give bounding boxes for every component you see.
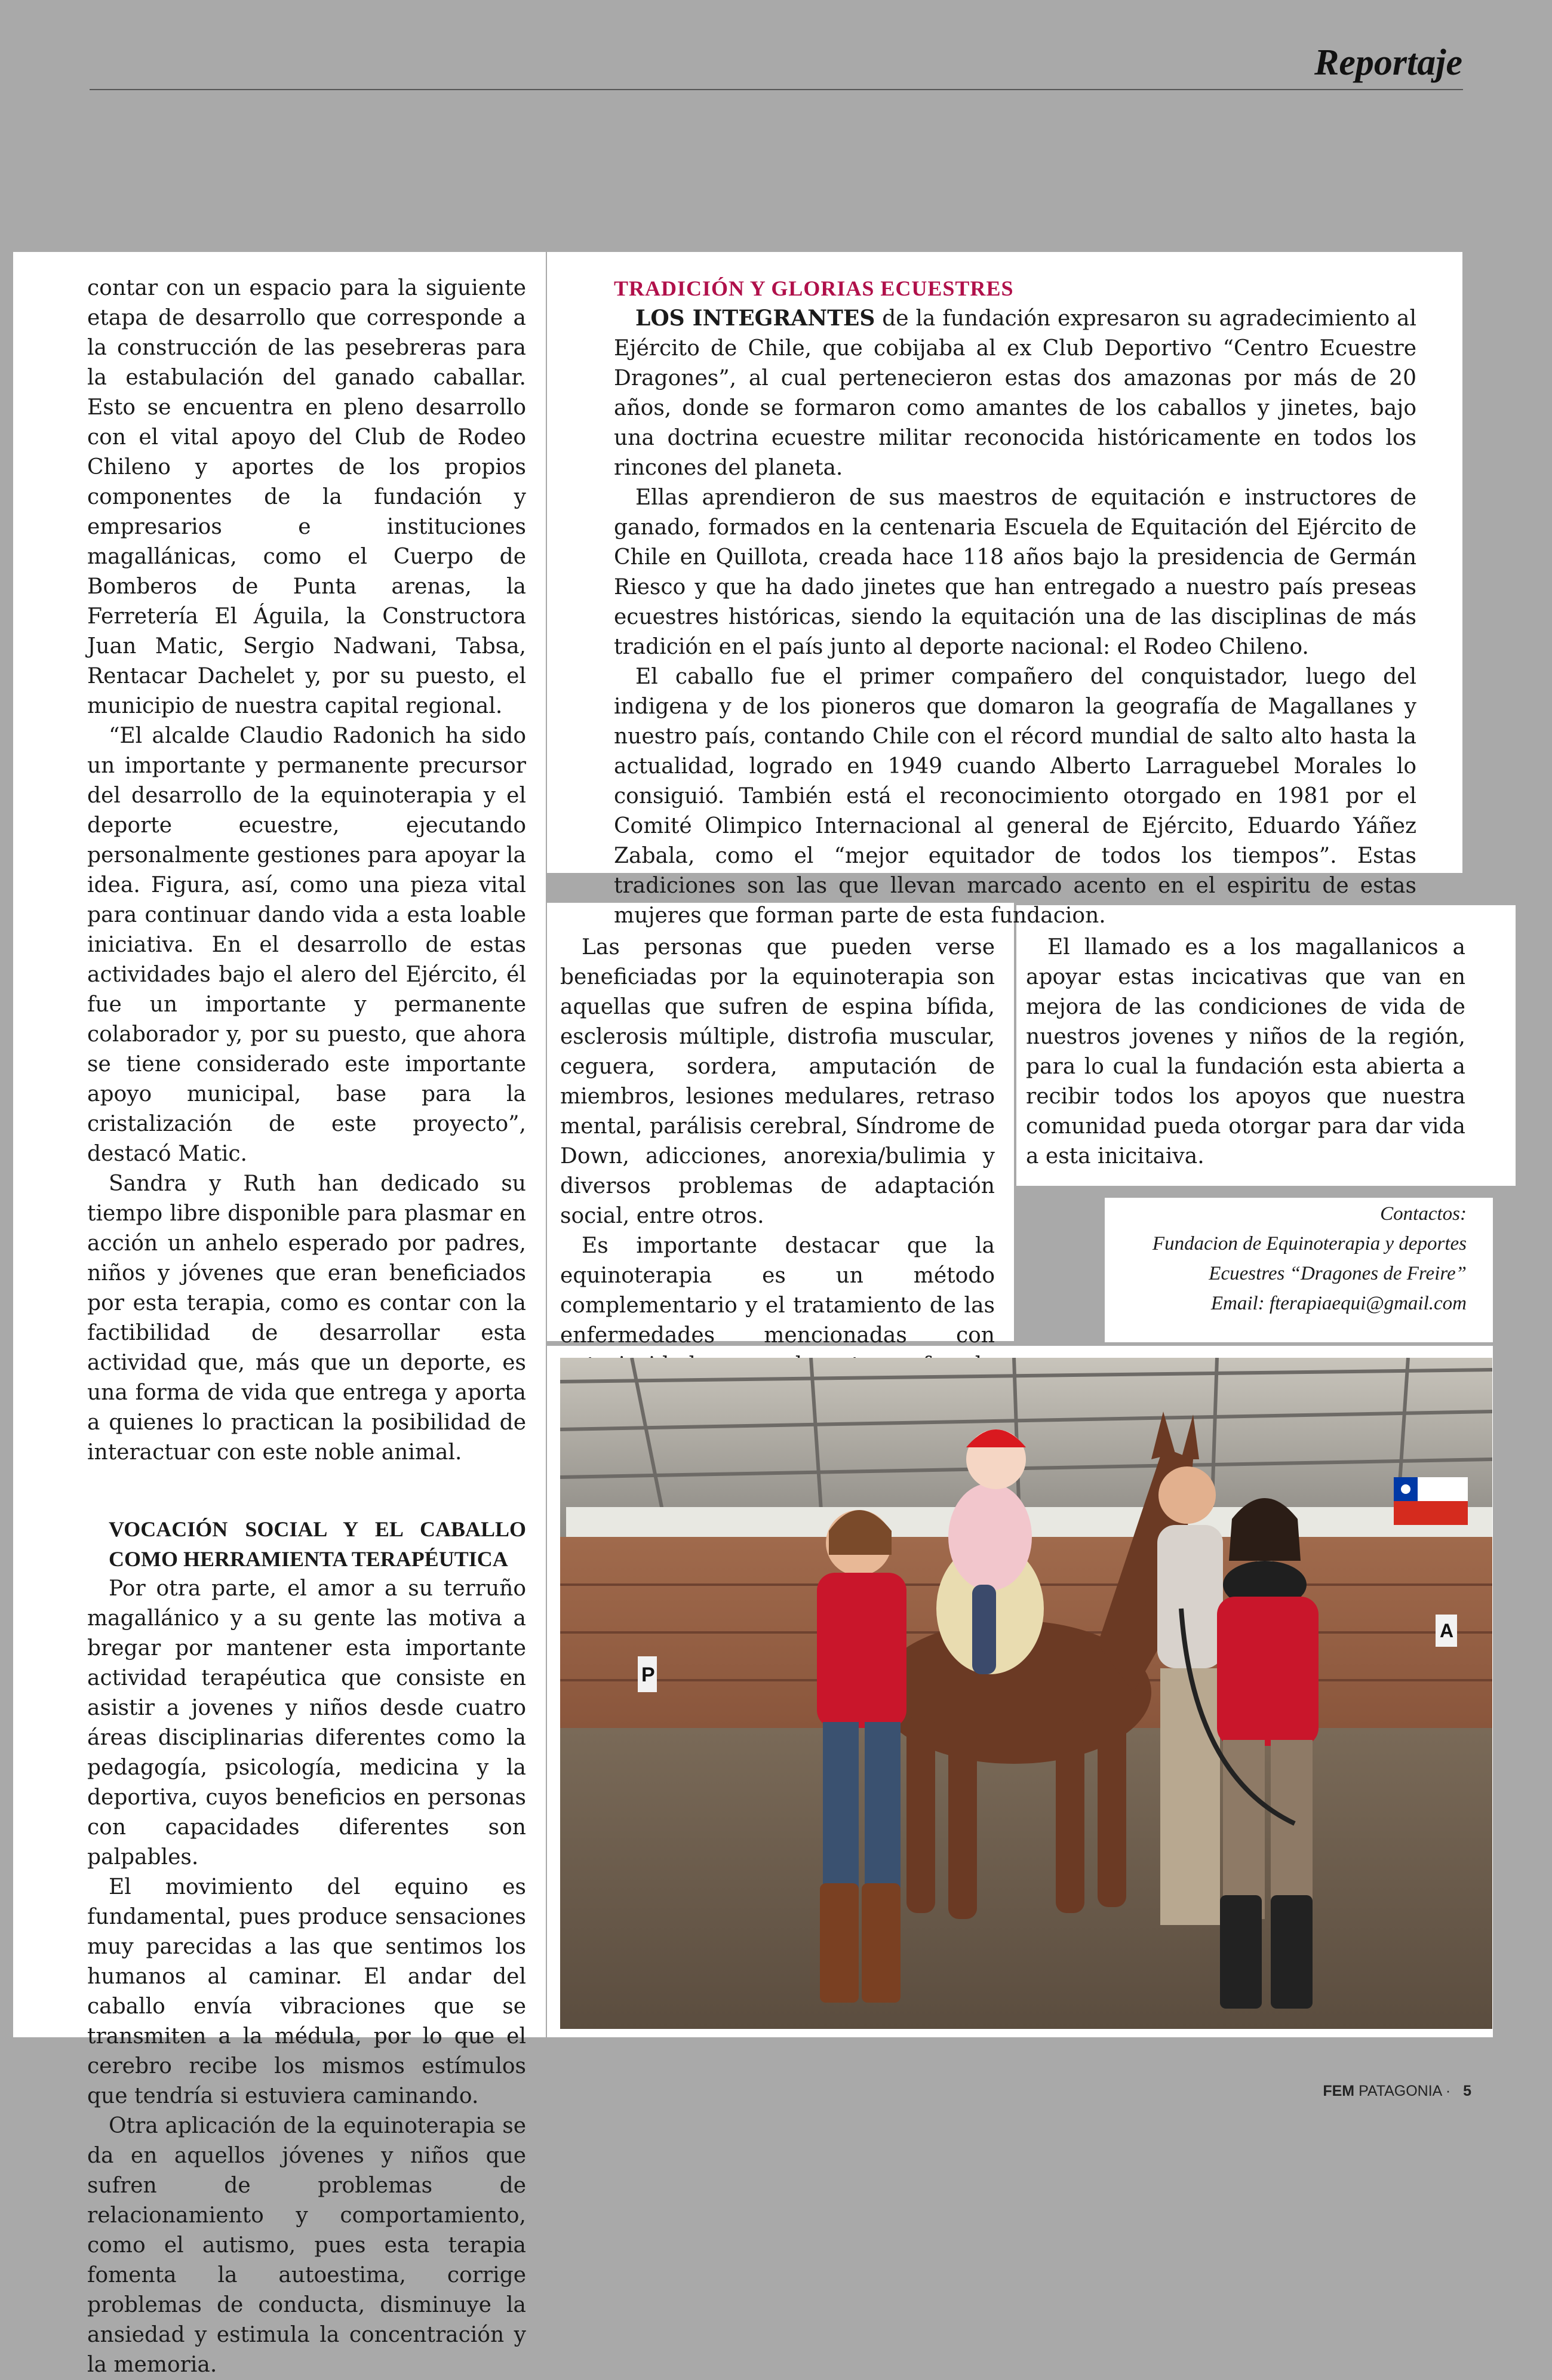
left-paragraph-2: “El alcalde Claudio Radonich ha sido un importante y permanente precursor del desarrollo de la equinoterapia y el deporte ecuestre, ejecutando personalmente gestiones para apoyar la idea. Figura, así, como una pieza vital para continuar dando vida a esta loable iniciativa. En el desarrollo de estas actividades bajo el alero del Ejército, él fue un importante y permanente colaborador y, por su puesto, que ahora se tiene considerado este importante apoyo municipal, base para la cristalización de este proyecto”, destacó Matic. bbox=[87, 724, 526, 1166]
right-paragraph-1: El llamado es a los magallanicos a apoyar estas incicativas que van en mejora de las condiciones de vida de nuestros jovenes y niños de la región, para lo cual la fundación esta abierta a recibir todos los apoyos que nuestra comunidad pueda otorgar para dar vida a esta inicitaiva. bbox=[1026, 935, 1465, 1169]
left-paragraph-5: El movimiento del equino es fundamental, pues produce sensaciones muy parecidas a las que sentimos los humanos al caminar. El andar del caballo envía vibraciones que se transmiten a la médula, por lo que el cerebro recibe los mismos estímulos que tendría si estuviera caminando. bbox=[87, 1875, 526, 2108]
box-paragraph-3: El caballo fue el primer compañero del conquistador, luego del indigena y de los pioneros que domaron la geografía de Magallanes y nuestro país, contando Chile con el récord mundial de salto alto hasta la actualidad, logrado en 1949 cuando Alberto Larraguebel Morales lo consiguió. También está el reconocimiento otorgado en 1981 por el Comité Olimpico Internacional al general de Ejército, Eduardo Yáñez Zabala, como el “mejor equitador de todos los tiempos”. Estas tradiciones son las que llevan marcado acento en el espiritu de estas mujeres que forman parte de esta fundacion. bbox=[614, 665, 1416, 928]
box-paragraph-1-text: de la fundación expresaron su agradecimiento al Ejército de Chile, que cobijaba al ex Club Deportivo “Centro Ecuestre Dragones”, al cual pertenecieron estas dos amazonas por más de 20 años, donde se formaron como amantes de los caballos y jinetes, bajo una doctrina ecuestre militar reconocida históricamente en todos los rincones del planeta. bbox=[614, 306, 1416, 480]
box-title: TRADICIÓN Y GLORIAS ECUESTRES bbox=[614, 276, 1014, 300]
chile-flag bbox=[1394, 1477, 1468, 1525]
assistant-back bbox=[1157, 1466, 1223, 1925]
header-rule bbox=[90, 89, 1463, 90]
left-paragraph-1: contar con un espacio para la siguiente etapa de desarrollo que corresponde a la construcción de las pesebreras para la estabulación del ganado caballar. Esto se encuentra en pleno desarrollo con el vital apoyo del Club de Rodeo Chileno y aportes de los propios componentes de la fundación y empresarios e instituciones magallánicas, como el Cuerpo de Bomberos de Punta arenas, la Ferretería El Águila, la Constructora Juan Matic, Sergio Nadwani, Tabsa, Rentacar Dachelet y, por su puesto, el municipio de nuestra capital regional. bbox=[87, 276, 526, 718]
middle-paragraph-1: Las personas que pueden verse beneficiadas por la equinoterapia son aquellas que sufren de espina bífida, esclerosis múltiple, distrofia muscular, ceguera, sordera, amputación de miembros, lesiones medulares, retraso mental, parálisis cerebral, Síndrome de Down, adicciones, anorexia/bulimia y diversos problemas de adaptación social, entre otros. bbox=[560, 935, 995, 1228]
arena-floor bbox=[560, 1728, 1492, 2029]
page-number: 5 bbox=[1463, 2083, 1471, 2099]
left-paragraph-6: Otra aplicación de la equinoterapia se da en aquellos jóvenes y niños que sufren de problemas de relacionamiento y comportamiento, como el autismo, pues esta terapia fomenta la autoestima, corrige problemas de conducta, disminuye la ansiedad y estimula la concentración y la memoria. bbox=[87, 2114, 526, 2377]
box-paragraph-2: Ellas aprendieron de sus maestros de equitación e instructores de ganado, formados en la centenaria Escuela de Equitación del Ejército de Chile en Quillota, creada hace 118 años bajo la presidencia de Germán Riesco y que ha dado jinetes que han entregado a nuestro país preseas ecuestres históricas, siendo la equitación una de las disciplinas de más tradición en el país junto al deporte nacional: el Rodeo Chileno. bbox=[614, 485, 1416, 659]
left-column bbox=[87, 273, 526, 2380]
page-footer bbox=[1323, 2083, 1471, 2100]
contact-block bbox=[1123, 1199, 1467, 1318]
box-paragraph-1 bbox=[614, 303, 1416, 483]
middle-column bbox=[560, 933, 995, 1410]
box-lead: LOS INTEGRANTES bbox=[635, 306, 875, 331]
contact-line-2: Ecuestres “Dragones de Freire” bbox=[1209, 1263, 1467, 1284]
sign-p: P bbox=[641, 1663, 655, 1686]
section-title: Reportaje bbox=[1314, 42, 1462, 83]
footer-magazine: PATAGONIA · bbox=[1359, 2083, 1451, 2099]
contact-email: Email: fterapiaequi@gmail.com bbox=[1210, 1293, 1467, 1314]
left-paragraph-4: Por otra parte, el amor a su terruño magallánico y a su gente las motiva a bregar por mantener esta importante actividad terapéutica que consiste en asistir a jovenes y niños desde cuatro áreas disciplinarias diferentes como la pedagogía, psicología, medicina y la deportiva, cuyos beneficios en personas con capacidades diferentes son palpables. bbox=[87, 1576, 526, 1869]
photo-illustration bbox=[560, 1358, 1492, 2029]
sign-a: A bbox=[1440, 1620, 1454, 1641]
tradition-box bbox=[614, 273, 1416, 931]
contact-line-1: Fundacion de Equinoterapia y deportes bbox=[1152, 1233, 1467, 1254]
contact-heading: Contactos: bbox=[1380, 1203, 1467, 1225]
left-paragraph-3: Sandra y Ruth han dedicado su tiempo libre disponible para plasmar en acción un anhelo esperado por padres, niños y jóvenes que eran beneficiados por esta terapia, como es contar con la factibilidad de desarrollar esta actividad que, más que un deporte, es una forma de vida que entrega y aporta a quienes lo practican la posibilidad de interactuar con este noble animal. bbox=[87, 1171, 526, 1465]
middle-paragraph-2: Es importante destacar que la equinoterapia es un método complementario y el tratamiento de las enfermedades mencionadas con bbox=[560, 1234, 995, 1348]
footer-brand: FEM bbox=[1323, 2083, 1355, 2099]
equinotherapy-photo bbox=[560, 1358, 1492, 2029]
right-column bbox=[1026, 933, 1465, 1171]
left-subhead: VOCACIÓN SOCIAL Y EL CABALLO COMO HERRAMIENTA TERAPÉUTICA bbox=[109, 1517, 526, 1571]
